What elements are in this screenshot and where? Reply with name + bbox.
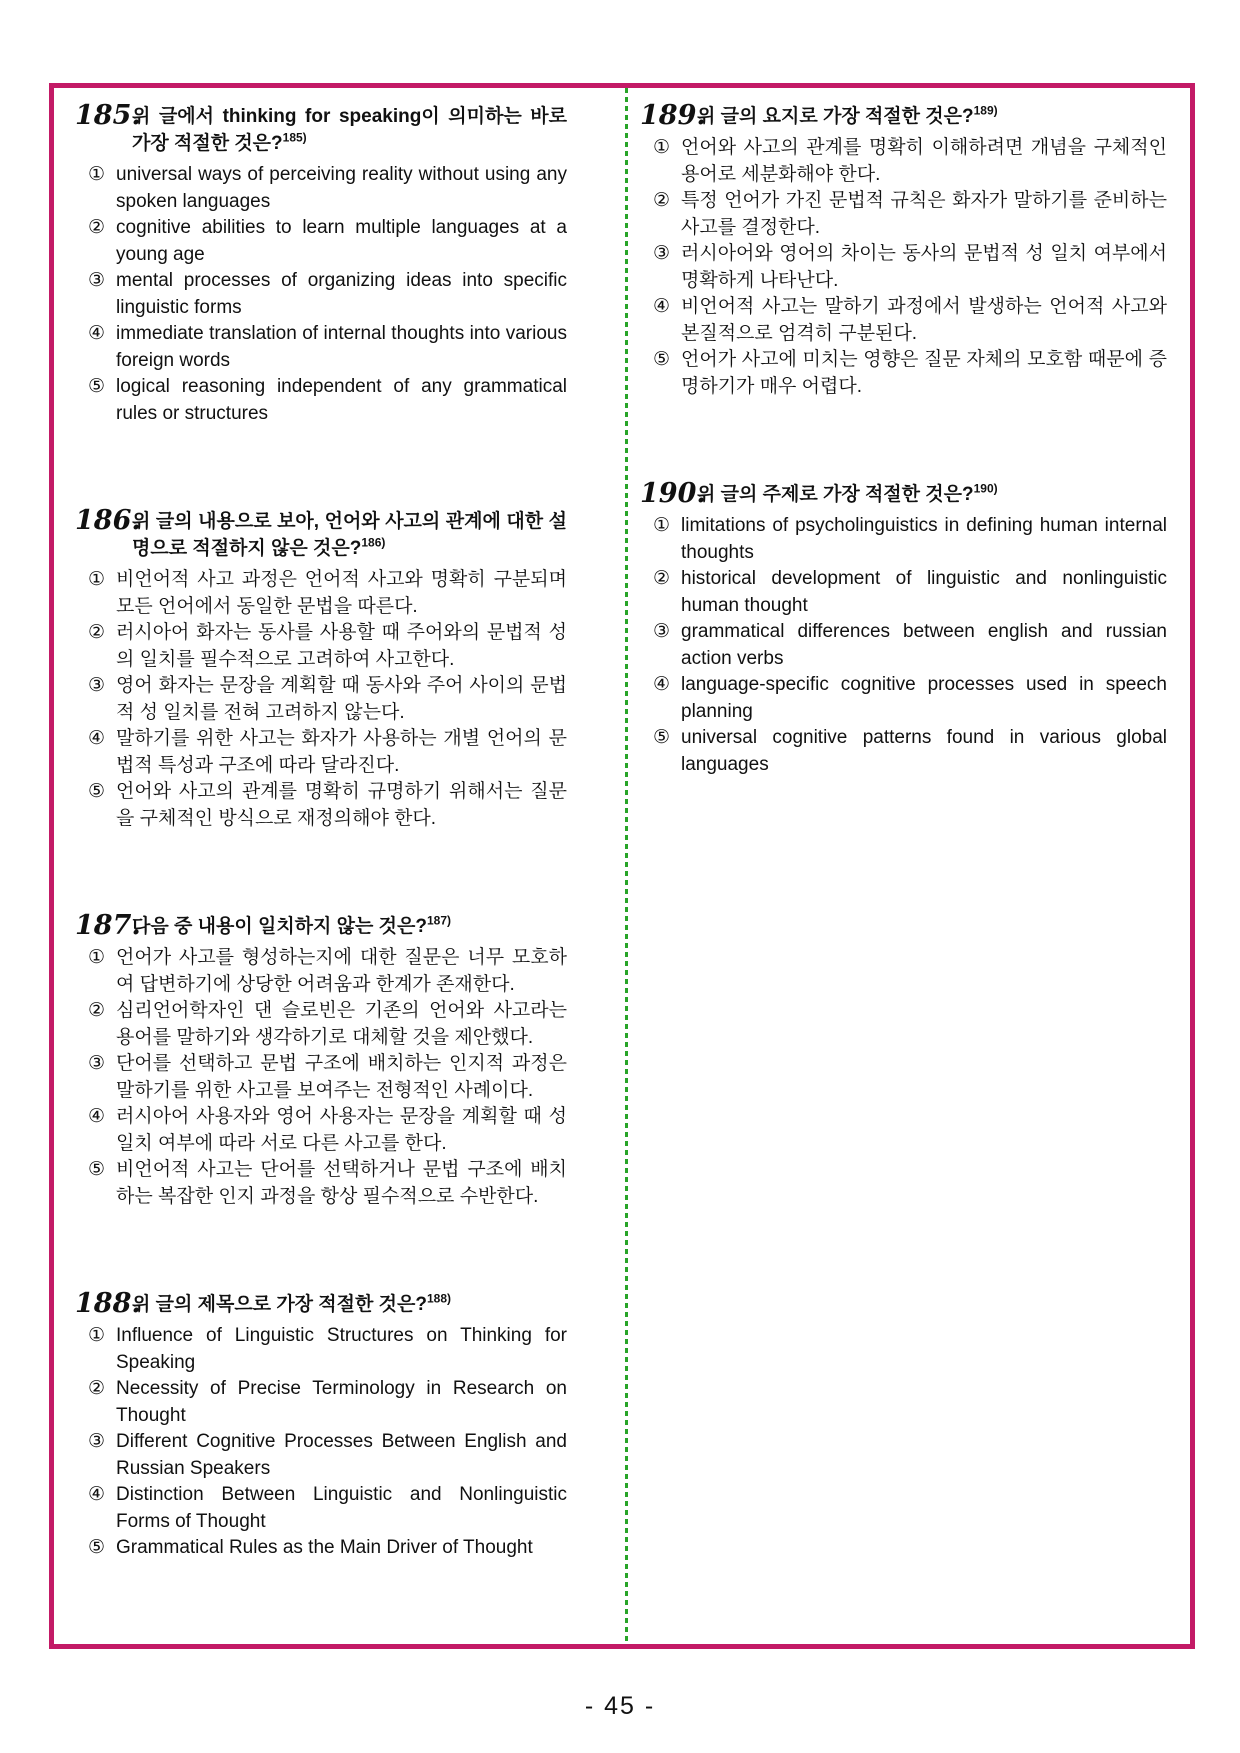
question-header (75, 507, 567, 562)
option-text: 언어와 사고의 관계를 명확히 이해하려면 개념을 구체적인 용어로 세분화해야 한다. (681, 137, 1167, 185)
answer-option (640, 619, 1167, 672)
footnote-ref: 188) (426, 1291, 451, 1306)
footnote-ref: 190) (973, 481, 998, 496)
option-text: 러시아어와 영어의 차이는 동사의 문법적 성 일치 여부에서 명확하게 나타난다. (681, 243, 1167, 291)
question-number: 187. (75, 910, 141, 941)
question-header (75, 912, 567, 940)
option-marker: ① (653, 137, 671, 158)
option-marker: ① (88, 164, 106, 185)
option-marker: ⑤ (88, 781, 106, 802)
answer-option (640, 513, 1167, 566)
option-marker: ⑤ (653, 349, 671, 370)
option-marker: ② (653, 568, 671, 589)
answer-option (640, 188, 1167, 241)
option-marker: ③ (88, 1053, 106, 1074)
option-text: 비언어적 사고 과정은 언어적 사고와 명확히 구분되며 모든 언어에서 동일한 문법을 따른다. (116, 569, 567, 617)
answer-option (75, 1051, 567, 1104)
answer-option (75, 1376, 567, 1429)
left-column (75, 102, 567, 1642)
option-marker: ⑤ (88, 376, 106, 397)
question (75, 507, 567, 832)
question-title: 다음 중 내용이 일치하지 않는 것은? (132, 916, 427, 937)
option-marker: ④ (88, 323, 106, 344)
answer-option (75, 567, 567, 620)
options-list (75, 1323, 567, 1562)
question-number: 186. (75, 505, 141, 536)
option-marker: ① (88, 569, 106, 590)
answer-option (75, 945, 567, 998)
options-list (75, 945, 567, 1210)
answer-option (640, 294, 1167, 347)
option-text: Different Cognitive Processes Between English and Russian Speakers (116, 1431, 567, 1479)
option-marker: ③ (88, 675, 106, 696)
answer-option (640, 347, 1167, 400)
question (75, 1290, 567, 1562)
option-text: universal ways of perceiving reality without using any spoken languages (116, 164, 567, 212)
answer-option (75, 779, 567, 832)
question-header (640, 480, 1167, 508)
answer-option (640, 241, 1167, 294)
option-marker: ④ (653, 296, 671, 317)
option-marker: ② (88, 1000, 106, 1021)
option-text: 심리언어학자인 댄 슬로빈은 기존의 언어와 사고라는 용어를 말하기와 생각하기로 대체할 것을 제안했다. (116, 1000, 567, 1048)
option-text: 영어 화자는 문장을 계획할 때 동사와 주어 사이의 문법적 성 일치를 전혀 고려하지 않는다. (116, 675, 567, 723)
option-text: mental processes of organizing ideas into specific linguistic forms (116, 270, 567, 318)
answer-option (75, 1429, 567, 1482)
option-text: 단어를 선택하고 문법 구조에 배치하는 인지적 과정은 말하기를 위한 사고를 보여주는 전형적인 사례이다. (116, 1053, 567, 1101)
option-text: Distinction Between Linguistic and Nonlinguistic Forms of Thought (116, 1484, 567, 1532)
options-list (75, 162, 567, 427)
option-text: 비언어적 사고는 말하기 과정에서 발생하는 언어적 사고와 본질적으로 엄격히 구분된다. (681, 296, 1167, 344)
question-number: 189. (640, 100, 706, 131)
option-text: language-specific cognitive processes used in speech planning (681, 674, 1167, 722)
options-list (640, 513, 1167, 778)
question (640, 102, 1167, 400)
option-marker: ④ (88, 728, 106, 749)
option-text: 비언어적 사고는 단어를 선택하거나 문법 구조에 배치하는 복잡한 인지 과정을 항상 필수적으로 수반한다. (116, 1159, 567, 1207)
option-marker: ③ (653, 621, 671, 642)
option-marker: ③ (88, 270, 106, 291)
option-marker: ⑤ (653, 727, 671, 748)
question-number: 190. (640, 478, 706, 509)
answer-option (640, 566, 1167, 619)
right-column (640, 102, 1167, 858)
option-marker: ⑤ (88, 1159, 106, 1180)
option-text: cognitive abilities to learn multiple languages at a young age (116, 217, 567, 265)
option-marker: ① (88, 1325, 106, 1346)
option-marker: ③ (653, 243, 671, 264)
option-text: 말하기를 위한 사고는 화자가 사용하는 개별 언어의 문법적 특성과 구조에 따라 달라진다. (116, 728, 567, 776)
option-text: grammatical differences between english and russian action verbs (681, 621, 1167, 669)
options-list (75, 567, 567, 832)
footnote-ref: 186) (361, 535, 386, 550)
option-text: immediate translation of internal thoughts into various foreign words (116, 323, 567, 371)
option-marker: ② (88, 217, 106, 238)
option-text: Influence of Linguistic Structures on Thinking for Speaking (116, 1325, 567, 1373)
answer-option (75, 1323, 567, 1376)
answer-option (75, 268, 567, 321)
answer-option (640, 725, 1167, 778)
option-text: 언어가 사고에 미치는 영향은 질문 자체의 모호함 때문에 증명하기가 매우 어렵다. (681, 349, 1167, 397)
question (75, 912, 567, 1210)
option-text: 러시아어 화자는 동사를 사용할 때 주어와의 문법적 성의 일치를 필수적으로 고려하여 사고한다. (116, 622, 567, 670)
option-text: limitations of psycholinguistics in defining human internal thoughts (681, 515, 1167, 563)
answer-option (75, 1157, 567, 1210)
option-marker: ① (88, 947, 106, 968)
question-number: 188. (75, 1288, 141, 1319)
option-text: 특정 언어가 가진 문법적 규칙은 화자가 말하기를 준비하는 사고를 결정한다. (681, 190, 1167, 238)
option-marker: ④ (653, 674, 671, 695)
question-title: 위 글의 주제로 가장 적절한 것은? (697, 484, 974, 505)
answer-option (75, 162, 567, 215)
answer-option (75, 673, 567, 726)
answer-option (75, 998, 567, 1051)
answer-option (75, 620, 567, 673)
option-marker: ③ (88, 1431, 106, 1452)
question-header (75, 102, 567, 157)
option-text: historical development of linguistic and nonlinguistic human thought (681, 568, 1167, 616)
option-text: 언어와 사고의 관계를 명확히 규명하기 위해서는 질문을 구체적인 방식으로 재정의해야 한다. (116, 781, 567, 829)
question-title: 위 글에서 thinking for speaking이 의미하는 바로 가장 적절한 것은? (132, 106, 567, 154)
question (75, 102, 567, 427)
option-marker: ④ (88, 1106, 106, 1127)
option-text: Grammatical Rules as the Main Driver of Thought (116, 1537, 533, 1558)
answer-option (75, 1535, 567, 1562)
footnote-ref: 187) (426, 913, 451, 928)
question-title: 위 글의 내용으로 보아, 언어와 사고의 관계에 대한 설명으로 적절하지 않은 것은? (132, 511, 567, 559)
option-text: Necessity of Precise Terminology in Research on Thought (116, 1378, 567, 1426)
column-divider (625, 88, 628, 1644)
question-header (75, 1290, 567, 1318)
option-marker: ④ (88, 1484, 106, 1505)
option-marker: ② (88, 622, 106, 643)
answer-option (75, 1104, 567, 1157)
option-marker: ② (653, 190, 671, 211)
option-text: logical reasoning independent of any grammatical rules or structures (116, 376, 567, 424)
question (640, 480, 1167, 778)
option-text: 언어가 사고를 형성하는지에 대한 질문은 너무 모호하여 답변하기에 상당한 어려움과 한계가 존재한다. (116, 947, 567, 995)
page-number: - 45 - (584, 1692, 656, 1720)
answer-option (75, 321, 567, 374)
answer-option (640, 135, 1167, 188)
option-text: 러시아어 사용자와 영어 사용자는 문장을 계획할 때 성 일치 여부에 따라 서로 다른 사고를 한다. (116, 1106, 567, 1154)
option-marker: ② (88, 1378, 106, 1399)
answer-option (75, 215, 567, 268)
answer-option (75, 374, 567, 427)
page-frame (49, 83, 1195, 1649)
answer-option (640, 672, 1167, 725)
question-title: 위 글의 요지로 가장 적절한 것은? (697, 106, 974, 127)
question-header (640, 102, 1167, 130)
option-text: universal cognitive patterns found in various global languages (681, 727, 1167, 775)
option-marker: ① (653, 515, 671, 536)
question-number: 185. (75, 100, 141, 131)
options-list (640, 135, 1167, 400)
question-title: 위 글의 제목으로 가장 적절한 것은? (132, 1294, 427, 1315)
option-marker: ⑤ (88, 1537, 106, 1558)
footnote-ref: 185) (282, 130, 307, 145)
footnote-ref: 189) (973, 103, 998, 118)
answer-option (75, 1482, 567, 1535)
answer-option (75, 726, 567, 779)
